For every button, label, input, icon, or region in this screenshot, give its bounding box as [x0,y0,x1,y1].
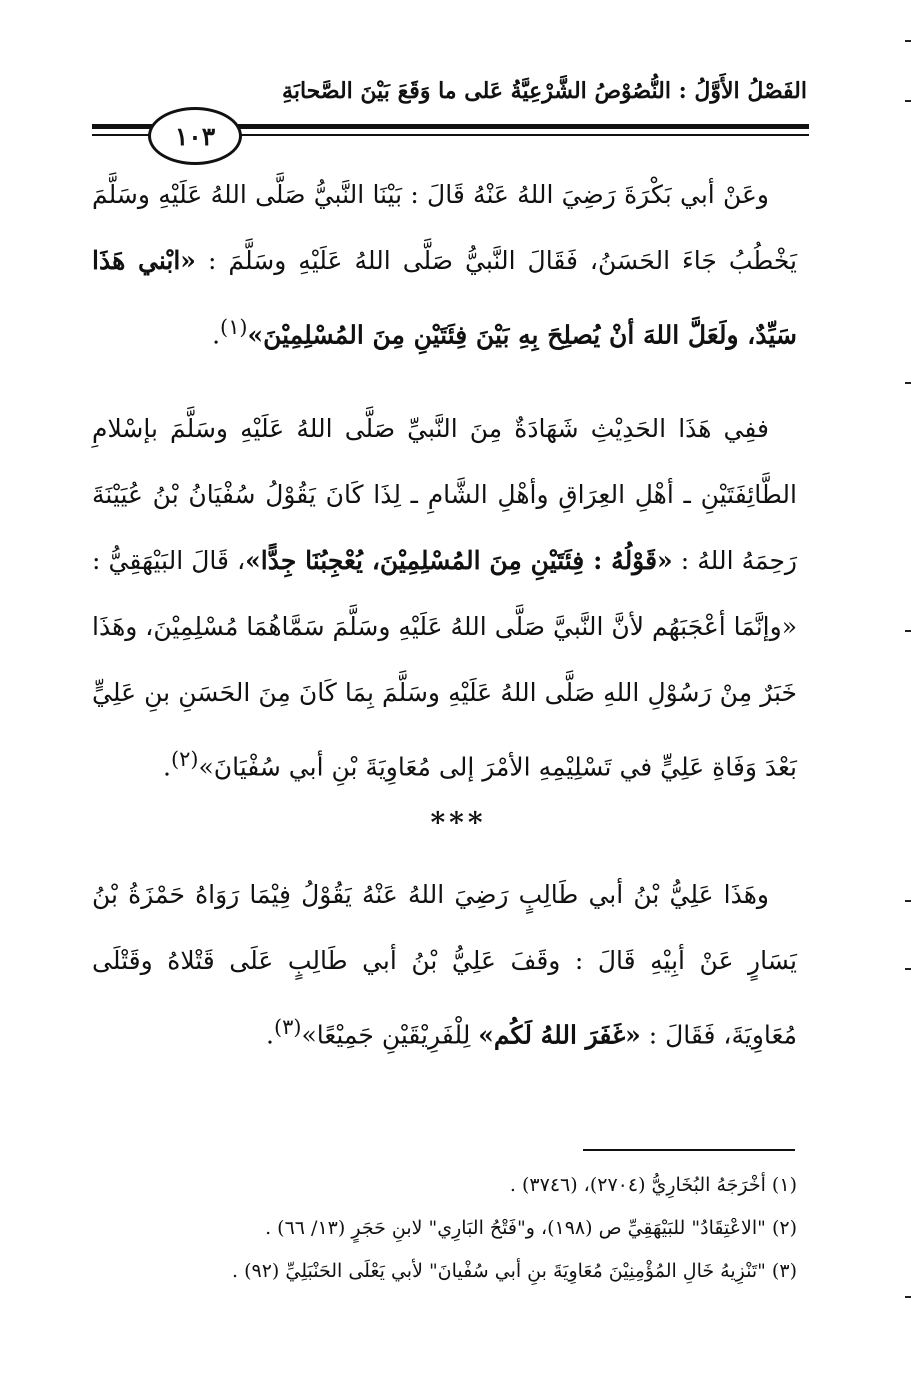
hadith-quote: «ابْني هَذَا سَيِّدٌ، ولَعَلَّ اللهَ أنْ يُصلِحَ بِهِ بَيْنَ فِئَتَيْنِ مِنَ المُسْلِمِيْنَ» [92,246,797,350]
sentence-end: . [163,752,171,782]
paragraph-commentary [92,396,797,800]
paragraph-text: وهَذَا عَلِيُّ بْنُ أبي طَالِبٍ رَضِيَ اللهُ عَنْهُ يَقُوْلُ فِيْمَا رَوَاهُ حَمْزَةُ بْنُ يَسَارٍ عَنْ أبِيْهِ قَالَ : وقَفَ عَلِيُّ بْنُ أبي طَالِبٍ عَلَى قَتْلاهُ وقَتْلَى مُعَاوِيَةَ، فَقَالَ : [92,880,797,1050]
footnotes [110,1164,797,1293]
sufyan-quote: «قَوْلُهُ : فِئَتَيْنِ مِنَ المُسْلِمِيْنَ، يُعْجِبُنَا جِدًّا» [245,546,673,575]
scan-edge-mark [905,382,911,384]
paragraph-text: ففِي هَذَا الحَدِيْثِ شَهَادَةٌ مِنَ النَّبيِّ صَلَّى اللهُ عَلَيْهِ وسَلَّمَ بإسْلامِ الطَّائِفَتَيْنِ ـ أهْلِ العِرَاقِ وأهْلِ الشَّامِ ـ لِذَا كَانَ يَقُوْلُ سُفْيَانُ بْنُ عُيَيْنَةَ رَحِمَهُ اللهُ : [92,414,797,575]
scan-edge-mark [905,630,911,632]
ali-quote: «غَفَرَ اللهُ لَكُم» [478,1020,641,1050]
sentence-end: . [266,1020,274,1050]
scan-edge-mark [905,1296,911,1298]
section-separator: *** [430,806,487,839]
paragraph-ali [92,862,797,1068]
paragraph-hadith-abu-bakra [92,162,797,368]
footnote-ref: (١) [220,315,248,339]
footnote-ref: (٢) [170,747,199,771]
footnote-3: (٣) "تَنْزِيهُ خَالِ المُؤْمِنِيْنَ مُعَاوِيَةَ بنِ أبي سُفْيانَ" لأبي يَعْلَى الحَنْبَلِيِّ (٩٢) . [231,1260,797,1282]
scan-edge-mark [905,100,911,102]
footnote-1: (١) أخْرَجَهُ البُخَارِيُّ (٢٧٠٤)، (٣٧٤٦) . [509,1174,797,1196]
footnote-2: (٢) "الاعْتِقَادُ" للبَيْهَقِيِّ ص (١٩٨)، و"فَتْحُ البَارِي" لابنِ حَجَرٍ (١٣/ ٦٦) . [265,1217,797,1239]
paragraph-text: ، قَالَ البَيْهَقِيُّ : «وإنَّمَا أعْجَبَهُم لأنَّ النَّبيَّ صَلَّى اللهُ عَلَيْهِ وسَلَّمَ سَمَّاهُمَا مُسْلِمِيْنَ، وهَذَا خَبَرٌ مِنْ رَسُوْلِ اللهِ صَلَّى اللهُ عَلَيْهِ وسَلَّمَ بِمَا كَانَ مِنَ الحَسَنِ بنِ عَلِيٍّ بَعْدَ وَفَاةِ عَلِيٍّ في تَسْلِيْمِهِ الأمْرَ إلى مُعَاوِيَةَ بْنِ أبي سُفْيَانَ» [92,546,797,782]
scan-edge-mark [905,900,911,902]
footnote-ref: (٣) [273,1015,302,1039]
paragraph-text: وعَنْ أبي بَكْرَةَ رَضِيَ اللهُ عَنْهُ قَالَ : بَيْنَا النَّبيُّ صَلَّى اللهُ عَلَيْهِ وسَلَّمَ يَخْطُبُ جَاءَ الحَسَنُ، فَقَالَ النَّبيُّ صَلَّى اللهُ عَلَيْهِ وسَلَّمَ : [92,180,798,275]
page-number: ١٠٣ [148,107,242,165]
footnote-divider [583,1149,795,1151]
scan-edge-mark [905,40,911,42]
sentence-end: . [212,320,221,350]
running-header: الفَصْلُ الأَوَّلُ : النُّصُوْصُ الشَّرْعِيَّةُ عَلى ما وَقَعَ بَيْنَ الصَّحابَةِ [282,78,807,104]
scan-edge-mark [905,968,911,970]
paragraph-text: لِلْفَرِيْقَيْنِ جَمِيْعًا» [301,1020,479,1050]
